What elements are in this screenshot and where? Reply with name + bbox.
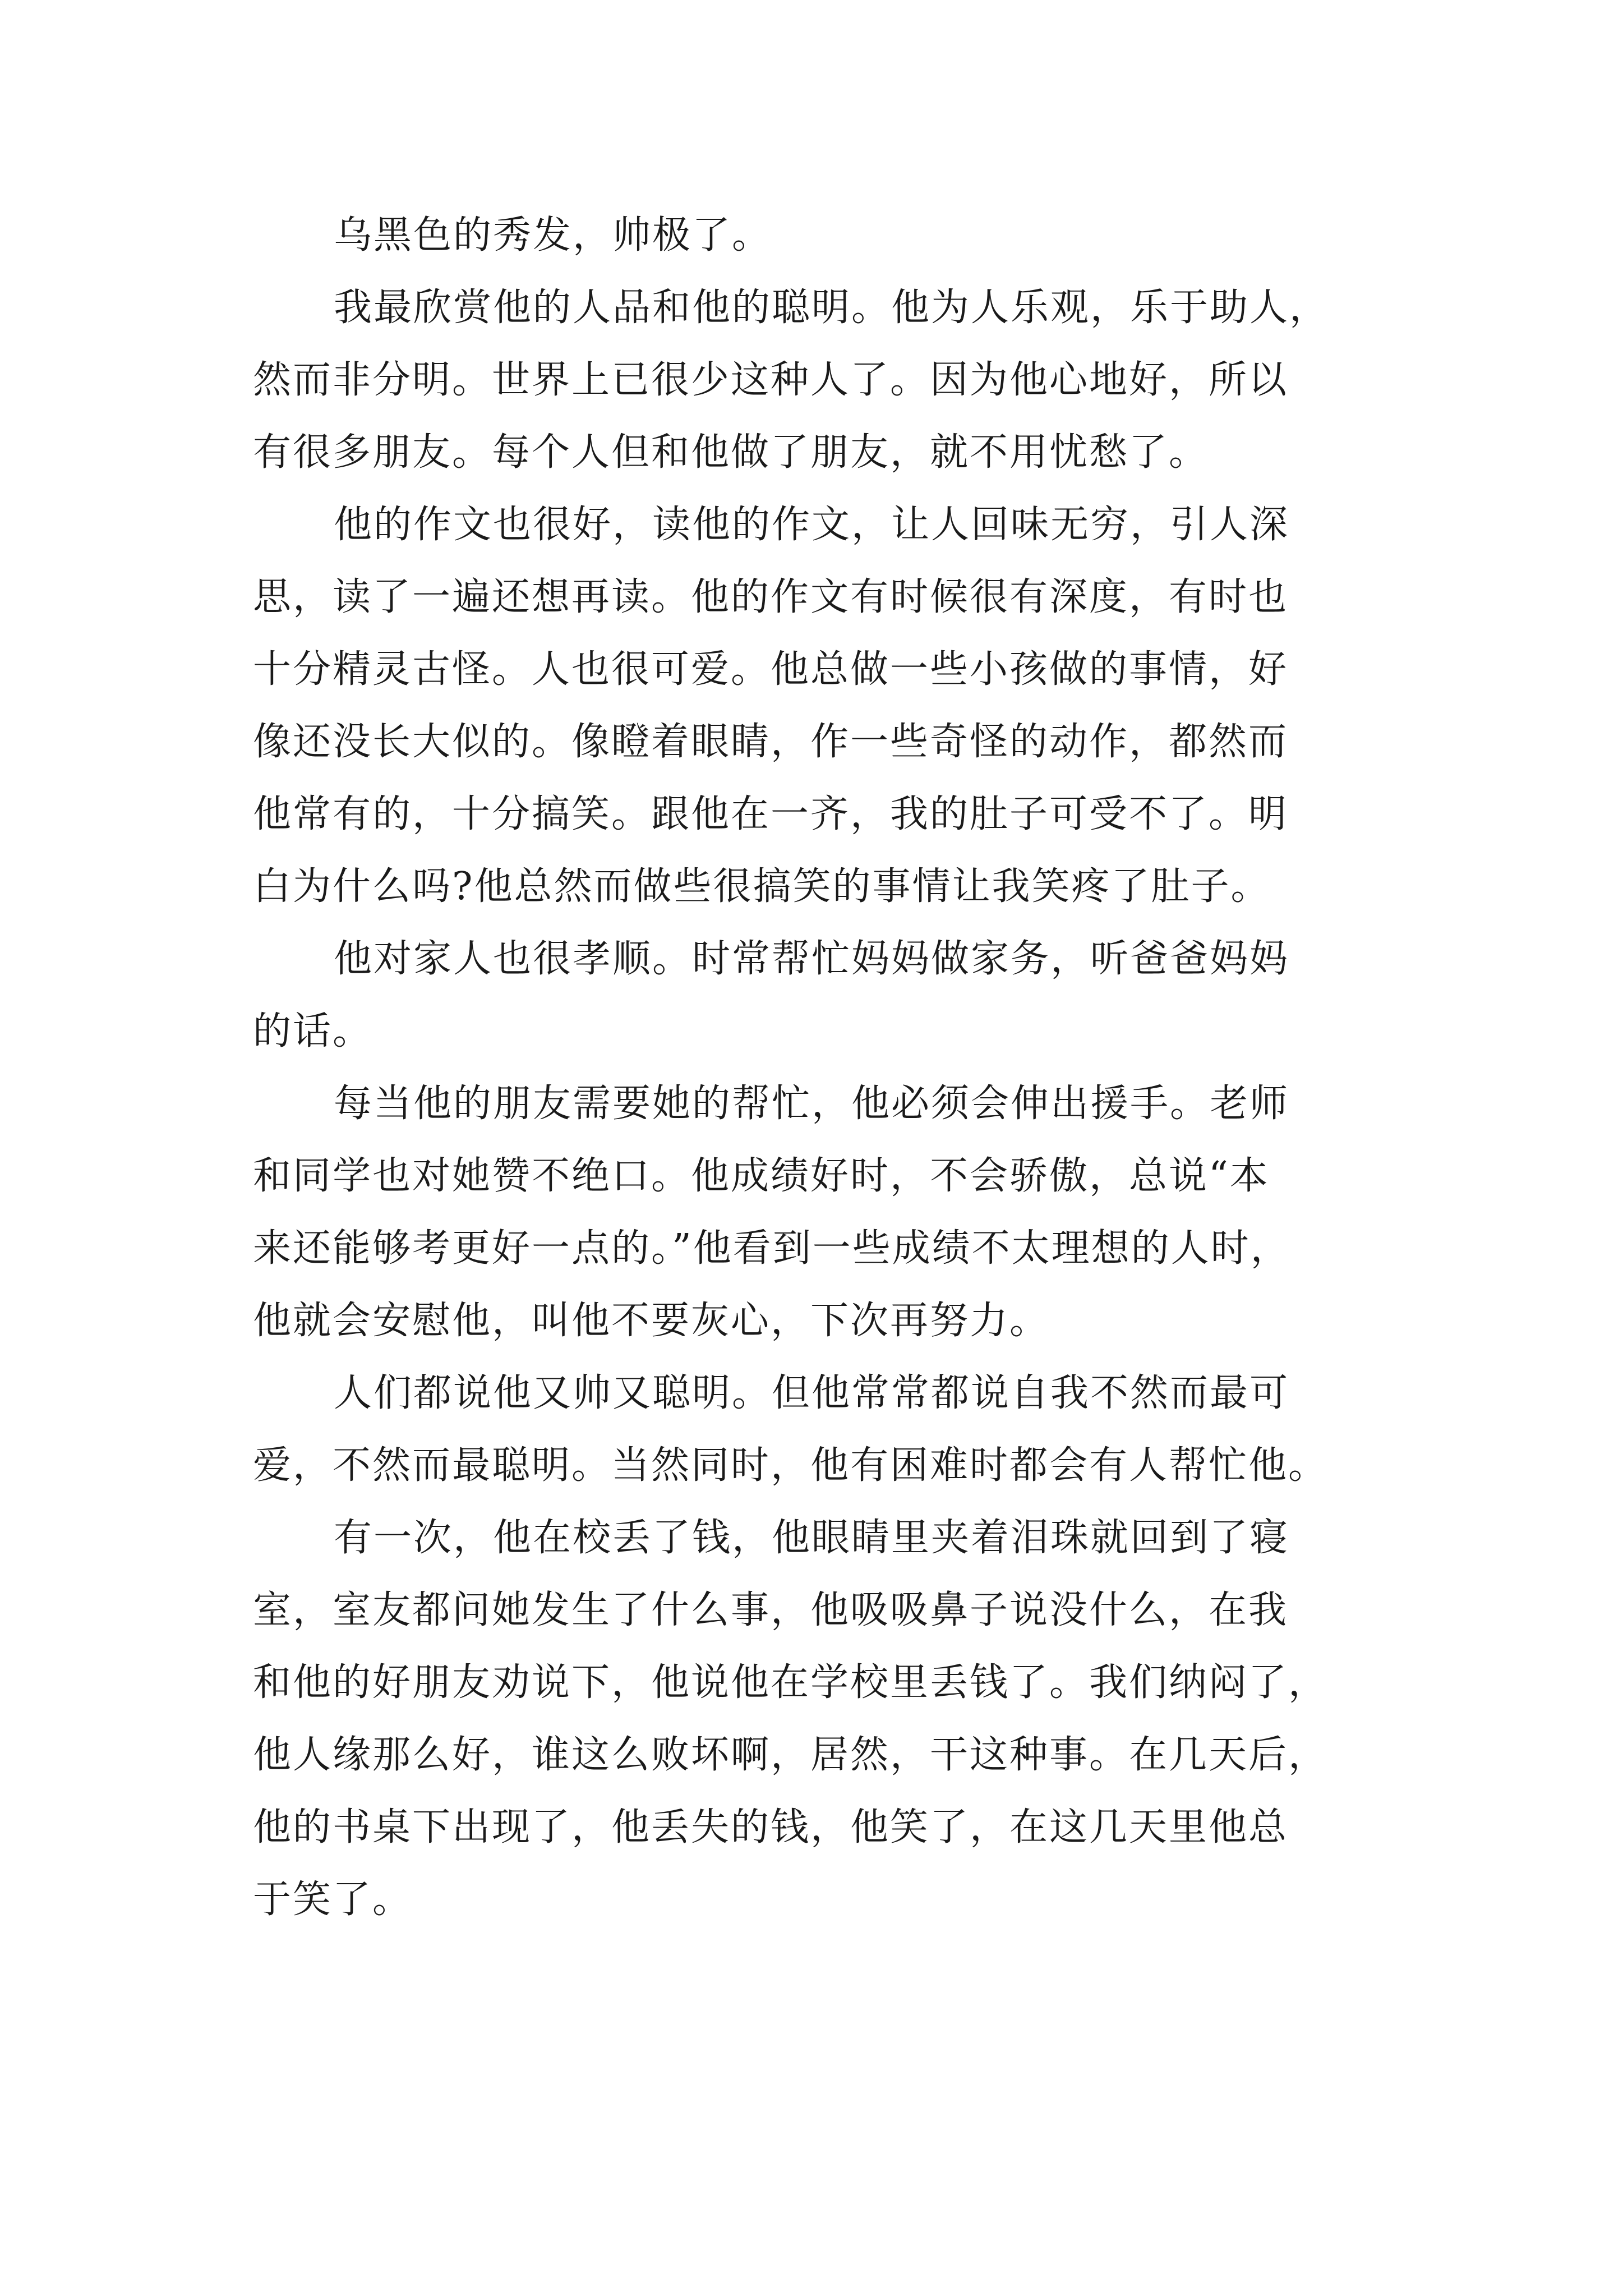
- paragraph-line: 和他的好朋友劝说下，他说他在学校里丢钱了。我们纳闷了，: [253, 1660, 1329, 1705]
- paragraph-4: [253, 923, 1372, 1068]
- paragraph-line: 白为什么吗?他总然而做些很搞笑的事情让我笑疼了肚子。: [253, 864, 1271, 909]
- paragraph-line: 思，读了一遍还想再读。他的作文有时候很有深度，有时也: [253, 575, 1289, 619]
- paragraph-line: 室，室友都问她发生了什么事，他吸吸鼻子说没什么，在我: [253, 1588, 1289, 1632]
- paragraph-line: 他就会安慰他，叫他不要灰心，下次再努力。: [253, 1299, 1050, 1343]
- paragraph-line: 有一次，他在校丢了钱，他眼睛里夹着泪珠就回到了寝: [334, 1516, 1290, 1560]
- paragraph-line: 每当他的朋友需要她的帮忙，他必须会伸出援手。老师: [334, 1082, 1290, 1126]
- paragraph-line: 他常有的，十分搞笑。跟他在一齐，我的肚子可受不了。明: [253, 792, 1289, 836]
- paragraph-6: [253, 1357, 1372, 1502]
- paragraph-line: 他的书桌下出现了，他丢失的钱，他笑了，在这几天里他总: [253, 1805, 1289, 1849]
- paragraph-line: 像还没长大似的。像瞪着眼睛，作一些奇怪的动作，都然而: [253, 720, 1289, 764]
- paragraph-line: 的话。: [253, 1009, 373, 1053]
- paragraph-line: 和同学也对她赞不绝口。他成绩好时，不会骄傲，总说“本: [253, 1154, 1270, 1198]
- paragraph-line: 乌黑色的秀发，帅极了。: [334, 213, 772, 257]
- paragraph-line: 有很多朋友。每个人但和他做了朋友，就不用忧愁了。: [253, 430, 1209, 475]
- paragraph-line: 来还能够考更好一点的。”他看到一些成绩不太理想的人时，: [253, 1226, 1290, 1271]
- paragraph-line: 于笑了。: [253, 1878, 413, 1922]
- paragraph-line: 他对家人也很孝顺。时常帮忙妈妈做家务，听爸爸妈妈: [334, 937, 1290, 981]
- paragraph-line: 他人缘那么好，谁这么败坏啊，居然，干这种事。在几天后，: [253, 1733, 1329, 1777]
- paragraph-line: 他的作文也很好，读他的作文，让人回味无穷，引人深: [334, 503, 1290, 547]
- paragraph-1: [253, 199, 1372, 272]
- paragraph-line: 我最欣赏他的人品和他的聪明。他为人乐观，乐于助人，: [334, 286, 1330, 330]
- paragraph-line: 十分精灵古怪。人也很可爱。他总做一些小孩做的事情，好: [253, 647, 1289, 692]
- essay-body: [253, 199, 1372, 1936]
- paragraph-5: [253, 1068, 1372, 1357]
- paragraph-7: [253, 1502, 1372, 1936]
- paragraph-line: 人们都说他又帅又聪明。但他常常都说自我不然而最可: [334, 1371, 1290, 1415]
- paragraph-2: [253, 272, 1372, 489]
- paragraph-line: 然而非分明。世界上已很少这种人了。因为他心地好，所以: [253, 358, 1289, 402]
- paragraph-3: [253, 489, 1372, 923]
- paragraph-line: 爱，不然而最聪明。当然同时，他有困难时都会有人帮忙他。: [253, 1443, 1329, 1488]
